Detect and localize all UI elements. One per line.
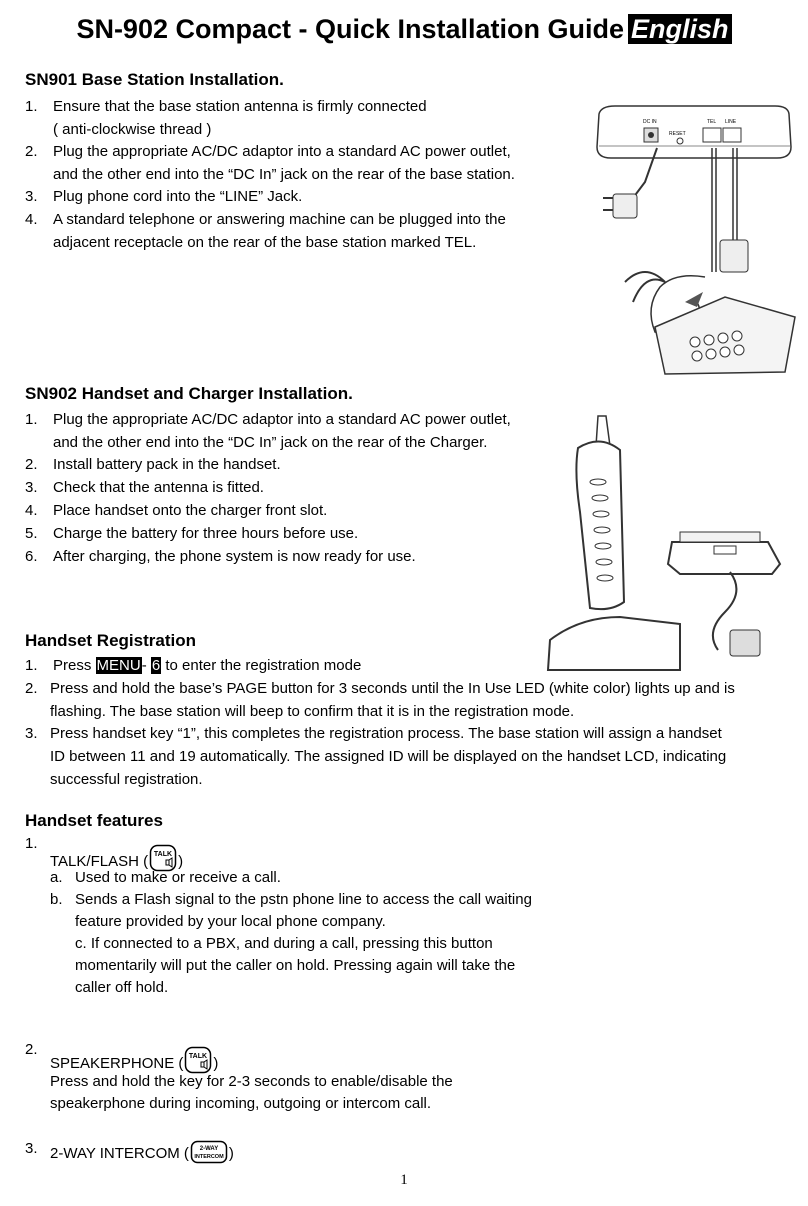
svg-text:2-WAY: 2-WAY [199, 1146, 219, 1152]
tel-label: TEL [707, 119, 717, 125]
feature-number: 1. [25, 835, 38, 852]
base-station-illustration [585, 102, 800, 380]
menu-key: MENU [96, 657, 141, 674]
language-label: English [628, 14, 732, 44]
features-heading: Handset features [25, 811, 163, 830]
line-label: LINE [725, 119, 737, 125]
svg-text:TALK: TALK [189, 1053, 208, 1060]
reset-label: RESET [669, 131, 686, 137]
registration-heading: Handset Registration [25, 631, 196, 650]
handset-charger-illustration [540, 412, 798, 674]
speakerphone-key-icon [184, 1046, 212, 1074]
feature-number: 3. [25, 1140, 38, 1157]
page-number: 1 [400, 1172, 408, 1188]
speakerphone-title: SPEAKERPHONE ( TALK ) [50, 1046, 218, 1074]
dc-in-label: DC IN [643, 119, 657, 125]
talk-flash-title: TALK/FLASH ( TALK ) [50, 844, 183, 872]
feature-number: 2. [25, 1041, 38, 1058]
handset-heading: SN902 Handset and Charger Installation. [25, 384, 353, 403]
page-title: SN-902 Compact - Quick Installation Guide English [0, 14, 808, 45]
six-key: 6 [151, 657, 161, 674]
intercom-title: 2-WAY INTERCOM ( 2-WAY INTERCOM ) [50, 1140, 234, 1164]
intercom-key-icon [190, 1140, 228, 1164]
list-item-line: adjacent receptacle on the rear of the base station marked TEL. [53, 234, 477, 251]
base-heading: SN901 Base Station Installation. [25, 70, 284, 89]
svg-text:TALK: TALK [154, 851, 173, 858]
svg-text:INTERCOM: INTERCOM [194, 1154, 224, 1160]
